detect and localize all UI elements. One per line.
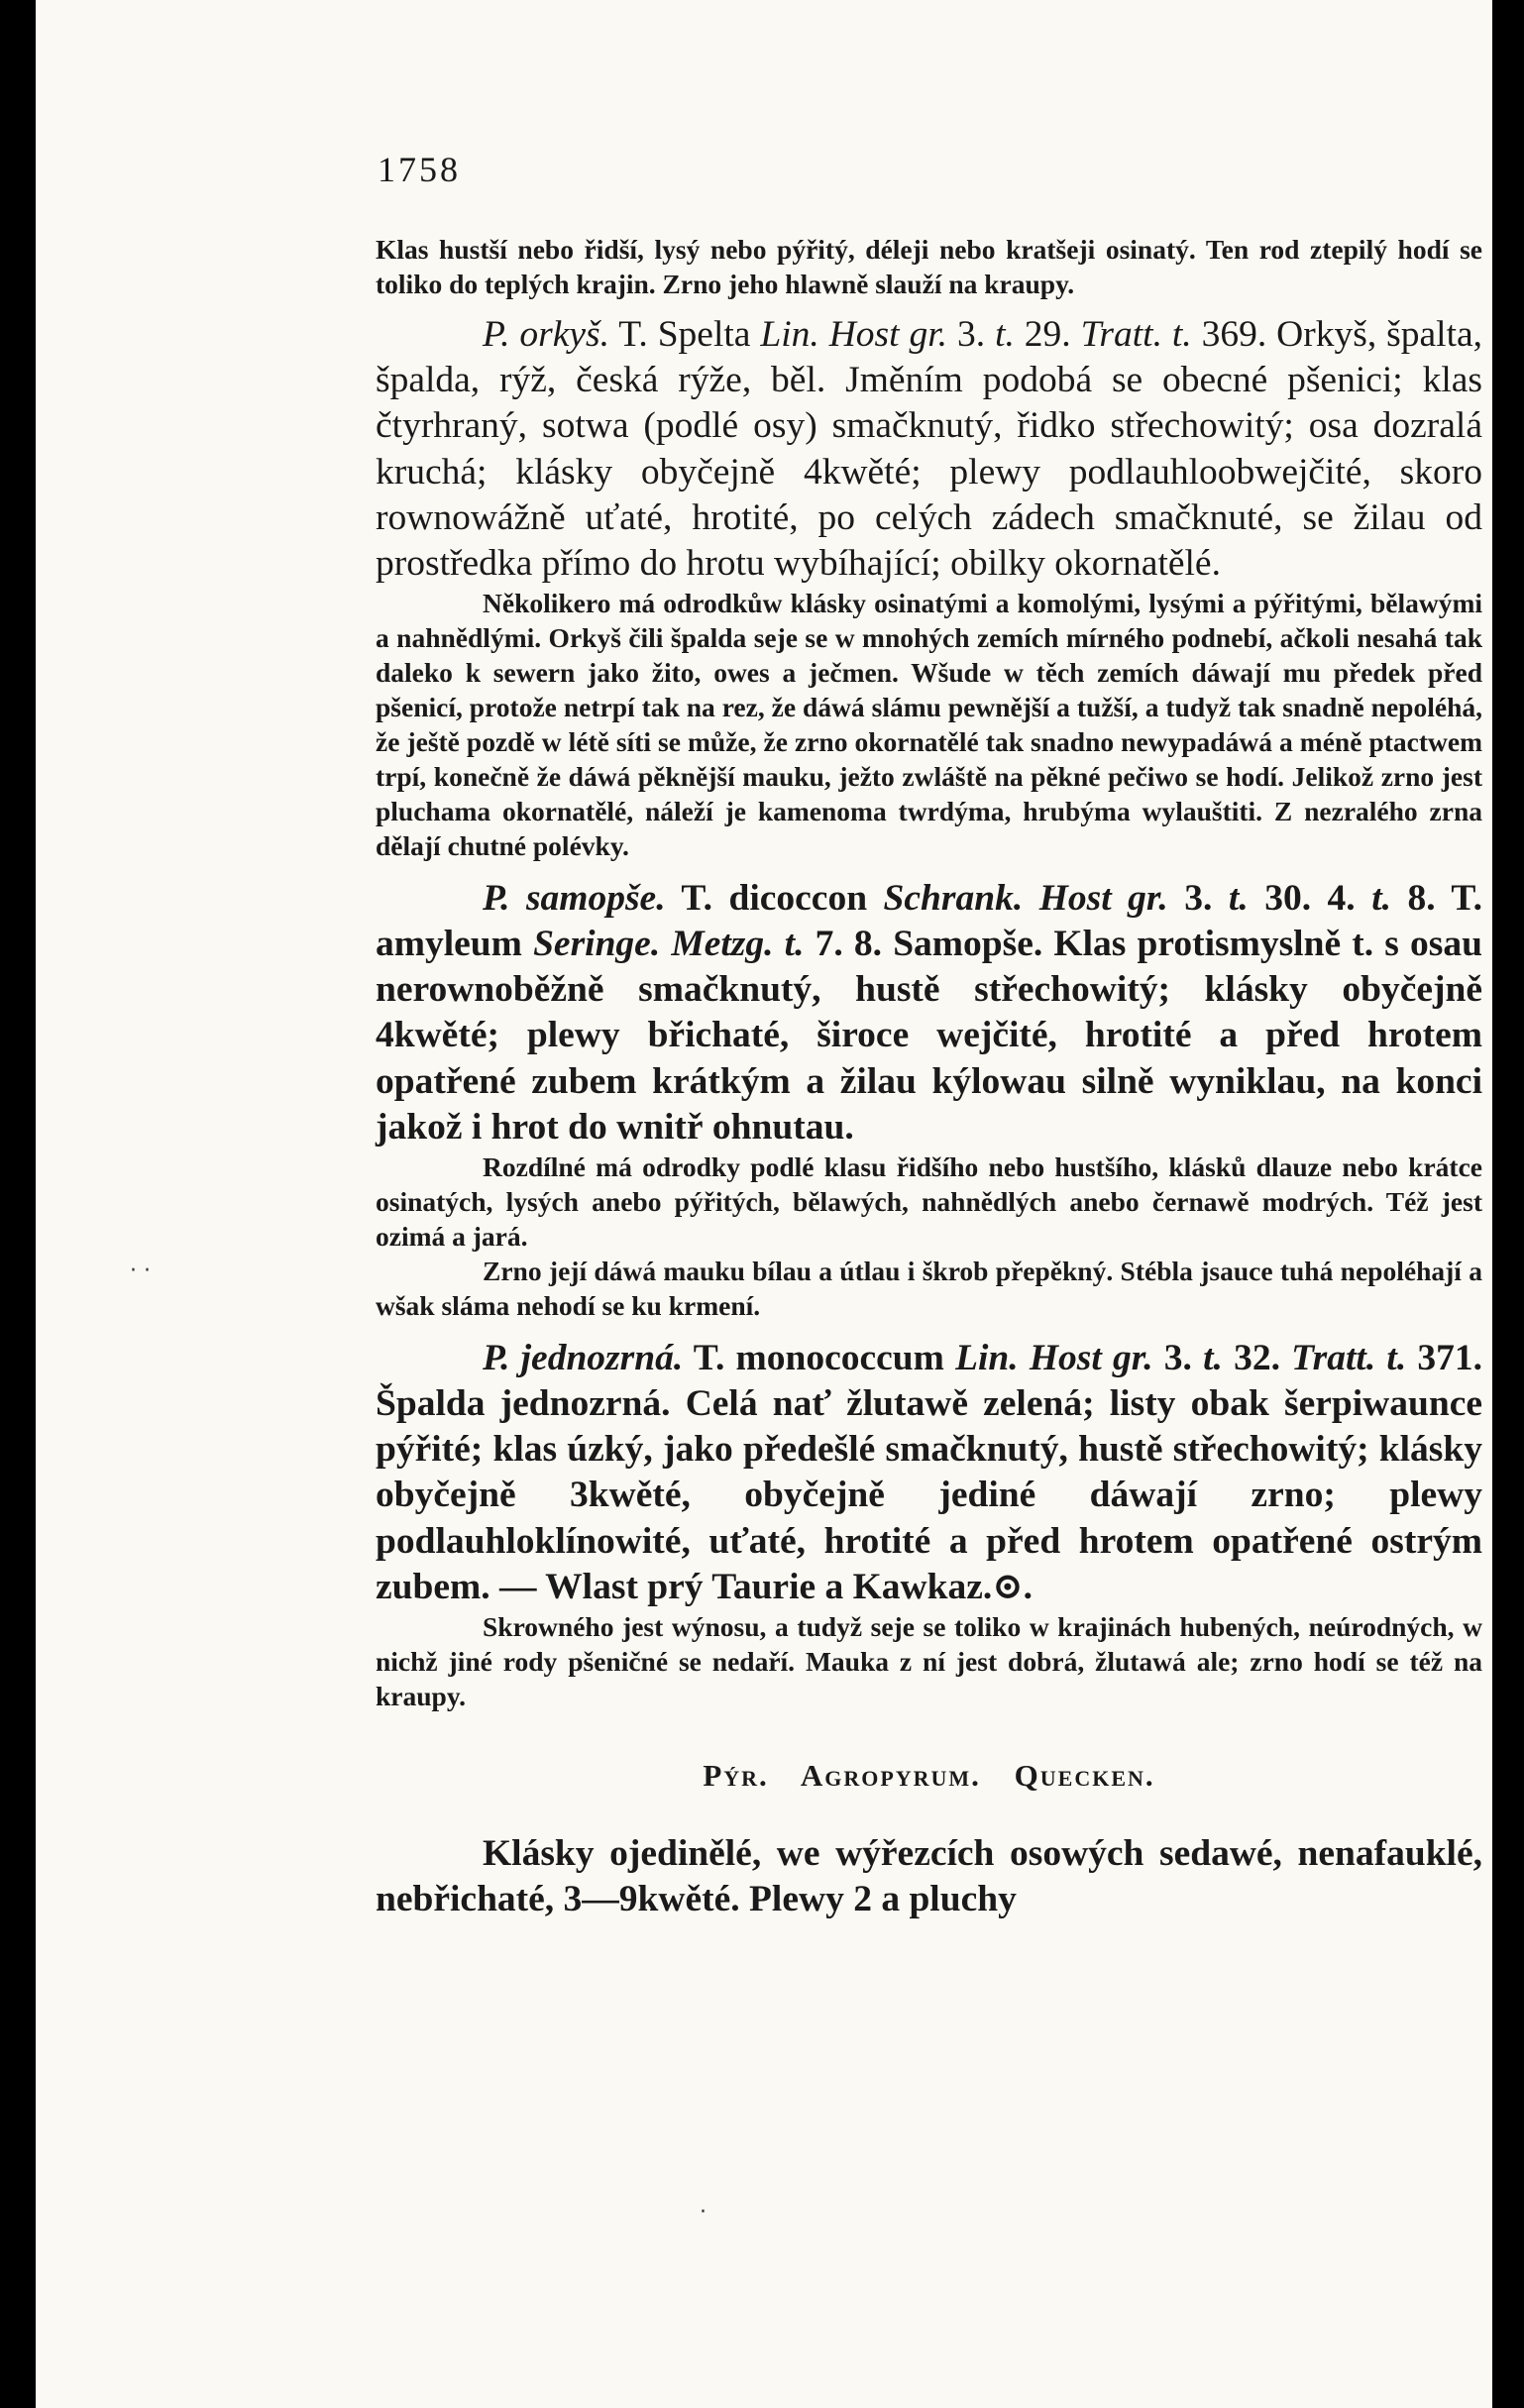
paragraph-orkys: P. orkyš. T. Spelta Lin. Host gr. 3. t. 29. Tratt. t. 369. Orkyš, špalta, špalda, rýž, česká rýže, běl. Jměním podobá se obecné pšenici; klas čtyrhraný, sotwa (podlé osy) smačknutý, řidko střechowitý; osa dozralá kruchá; klásky obyčejně 4kwěté; plewy podlauhloobwejčité, skoro rownowážně uťaté, hrotité, po celých zádech smačknuté, se žilau od prostředka přímo do hrotu wybíhající; obilky okornatělé. [376,313,1483,585]
paragraph-orkys-notes: Několikero má odrodkůw klásky osinatými a komolými, lysými a pýřitými, bělawými a nahnědlými. Orkyš čili špalda seje se w mnohých zemích mírného podnebí, ačkoli nesahá tak daleko k sewern jako žito, owes a ječmen. Wšude w těch zemích dáwají mu předek před pšenicí, protože netrpí tak na rez, že dáwá slámu pewnější a tužší, a tudyž tak snadně nepoléhá, že ještě pozdě w létě síti se může, že zrno okornatělé tak snadno newypadáwá a méně ptactwem trpí, konečně že dáwá pěknější mauku, ježto zwláště na pěkné pečiwo se hodí. Jelikož zrno jest pluchama okornatělé, náleží je kamenoma twrdýma, hrubýma wylauštiti. Z nezralého zrna dělají chutné polévky. [376,588,1482,861]
species-name-orkys: P. orkyš. [483,313,609,355]
page-dot-mark: · [700,2200,707,2225]
species-name-jednozrna: P. jednozrná. [483,1337,684,1378]
margin-dot-mark: · · [130,1259,151,1283]
book-page [36,0,1492,2408]
paragraph-jednozrna-notes: Skrowného jest wýnosu, a tudyž seje se toliko w krajinách hubených, neúrodných, w nichž jiné rody pšeničné se nedaří. Mauka z ní jest dobrá, žlutawá ale; zrno hodí se též na kraupy. [376,1611,1482,1711]
paragraph-spelt-intro-end: Klas hustší nebo řidší, lysý nebo pýřitý, déleji nebo kratšeji osinatý. Ten rod ztepilý hodí se toliko do teplých krajin. Zrno jeho hlawně slauží na kraupy. [376,234,1482,299]
page-number: 1758 [378,150,461,189]
paragraph-jednozrna: P. jednozrná. T. monococcum Lin. Host gr. 3. t. 32. Tratt. t. 371. Špalda jednozrná. Celá nať žlutawě zelená; listy obak šerpiwaunce pýřité; klas úzký, jako předešlé smačknutý, hustě střechowitý; klásky obyčejně 3kwěté, obyčejně jediné dáwají zrno; plewy podlauhloklínowité, uťaté, hrotité a před hrotem opatřené ostrým zubem. — Wlast prý Taurie a Kawkaz.⊙. [376,1337,1483,1607]
paragraph-samopse: P. samopše. T. dicoccon Schrank. Host gr. 3. t. 30. 4. t. 8. T. amyleum Seringe. Metzg. t. 7. 8. Samopše. Klas protismyslně t. s osau nerownoběžně smačknutý, hustě střechowitý; klásky obyčejně 4kwěté; plewy břichaté, široce wejčité, hrotité a před hrotem opatřené zubem krátkým a žilau kýlowau silně wyniklau, na konci jakož i hrot do wnitř ohnutau. [376,877,1483,1148]
paragraph-agropyrum: Klásky ojedinělé, we wýřezcích osowých sedawé, nenafauklé, nebřichaté, 3—9kwěté. Plewy 2 a pluchy [376,1832,1482,1920]
paragraph-samopse-varieties: Rozdílné má odrodky podlé klasu řidšího nebo hustšího, klásků dlauze nebo krátce osinatých, lysých anebo pýřitých, bělawých, nahnědlých anebo černawě modrých. Též jest ozimá a jará. [376,1151,1482,1252]
species-name-samopse: P. samopše. [483,877,666,919]
text-column [376,233,1482,1922]
genus-heading: Pýr. Agropyrum. Quecken. [703,1757,1155,1793]
paragraph-samopse-uses: Zrno její dáwá mauku bílau a útlau i škrob přepěkný. Stébla jsauce tuhá nepoléhají a wšak sláma nehodí se ku krmení. [376,1255,1482,1321]
